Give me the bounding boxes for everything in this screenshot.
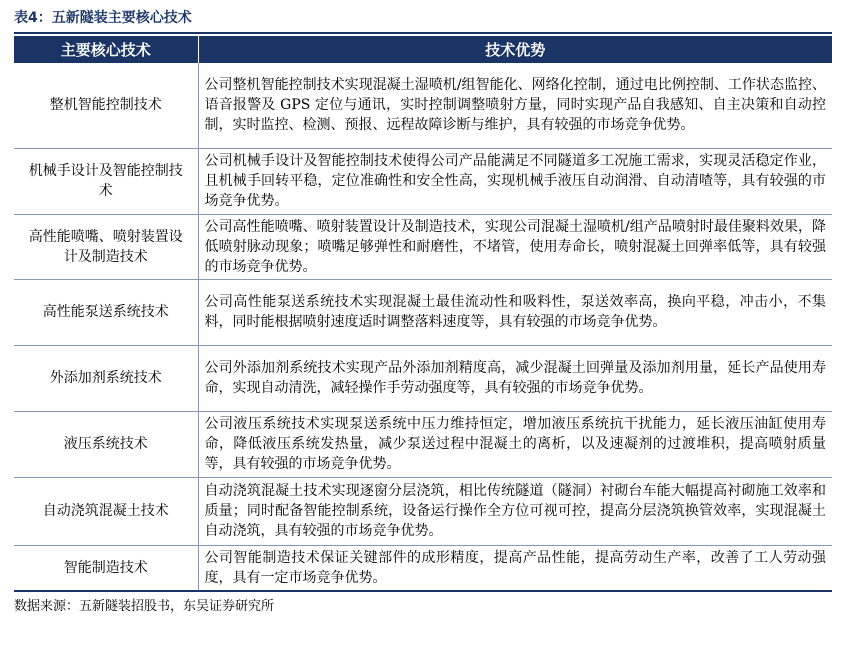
tech-advantage: 公司整机智能控制技术实现混凝土湿喷机/组智能化、网络化控制，通过电比例控制、工作状态监控、语音报警及 GPS 定位与通讯，实时控制调整喷射方量，同时实现产品自我感知、自主决策和自动控制，实时监控、检测、预报、远程故障诊断与维护，具有较强的市场竞争优势。 xyxy=(198,63,832,148)
tech-advantage: 公司液压系统技术实现泵送系统中压力维持恒定，增加液压系统抗干扰能力，延长液压油缸使用寿命，降低液压系统发热量，减少泵送过程中混凝土的离析，以及速凝剂的过渡堆积，提高喷射质量等，具有较强的市场竞争优势。 xyxy=(198,411,832,477)
header-technical-advantage: 技术优势 xyxy=(198,36,832,63)
tech-name: 智能制造技术 xyxy=(14,545,198,591)
tech-name: 机械手设计及智能控制技术 xyxy=(14,148,198,214)
tech-name: 高性能泵送系统技术 xyxy=(14,279,198,345)
tech-advantage: 自动浇筑混凝土技术实现逐窗分层浇筑，相比传统隧道（隧洞）衬砌台车能大幅提高衬砌施工效率和质量；同时配备智能控制系统，设备运行操作全方位可视可控，提高分层浇筑换管效率，实现混凝土自动浇筑，具有较强的市场竞争优势。 xyxy=(198,477,832,545)
table-header-row xyxy=(14,36,832,63)
table-row xyxy=(14,345,832,411)
tech-name: 液压系统技术 xyxy=(14,411,198,477)
core-technology-table xyxy=(14,36,832,592)
tech-advantage: 公司外添加剂系统技术实现产品外添加剂精度高，减少混凝土回弹量及添加剂用量，延长产品使用寿命，实现自动清洗，减轻操作手劳动强度等，具有较强的市场竞争优势。 xyxy=(198,345,832,411)
table-row xyxy=(14,477,832,545)
tech-name: 高性能喷嘴、喷射装置设计及制造技术 xyxy=(14,214,198,279)
title-divider xyxy=(14,32,832,34)
table-row xyxy=(14,63,832,148)
tech-advantage: 公司高性能喷嘴、喷射装置设计及制造技术，实现公司混凝土湿喷机/组产品喷射时最佳聚料效果，降低喷射脉动现象；喷嘴足够弹性和耐磨性，不堵管，使用寿命长，喷射混凝土回弹率低等，具有较强的市场竞争优势。 xyxy=(198,214,832,279)
tech-name: 外添加剂系统技术 xyxy=(14,345,198,411)
tech-advantage: 公司高性能泵送系统技术实现混凝土最佳流动性和吸料性，泵送效率高，换向平稳，冲击小，不集料，同时能根据喷射速度适时调整落料速度等，具有较强的市场竞争优势。 xyxy=(198,279,832,345)
table-row xyxy=(14,214,832,279)
data-source-note: 数据来源：五新隧装招股书，东吴证券研究所 xyxy=(14,599,275,614)
header-core-technology: 主要核心技术 xyxy=(14,36,198,63)
tech-advantage: 公司机械手设计及智能控制技术使得公司产品能满足不同隧道多工况施工需求，实现灵活稳定作业，且机械手回转平稳，定位准确性和安全性高，实现机械手液压自动润滑、自动清喳等，具有较强的市场竞争优势。 xyxy=(198,148,832,214)
table-row xyxy=(14,279,832,345)
table-title: 表4：五新隧装主要核心技术 xyxy=(14,10,192,26)
tech-name: 整机智能控制技术 xyxy=(14,63,198,148)
table-row xyxy=(14,545,832,591)
tech-name: 自动浇筑混凝土技术 xyxy=(14,477,198,545)
table-row xyxy=(14,148,832,214)
tech-advantage: 公司智能制造技术保证关键部件的成形精度，提高产品性能，提高劳动生产率，改善了工人劳动强度，具有一定市场竞争优势。 xyxy=(198,545,832,591)
table-row xyxy=(14,411,832,477)
